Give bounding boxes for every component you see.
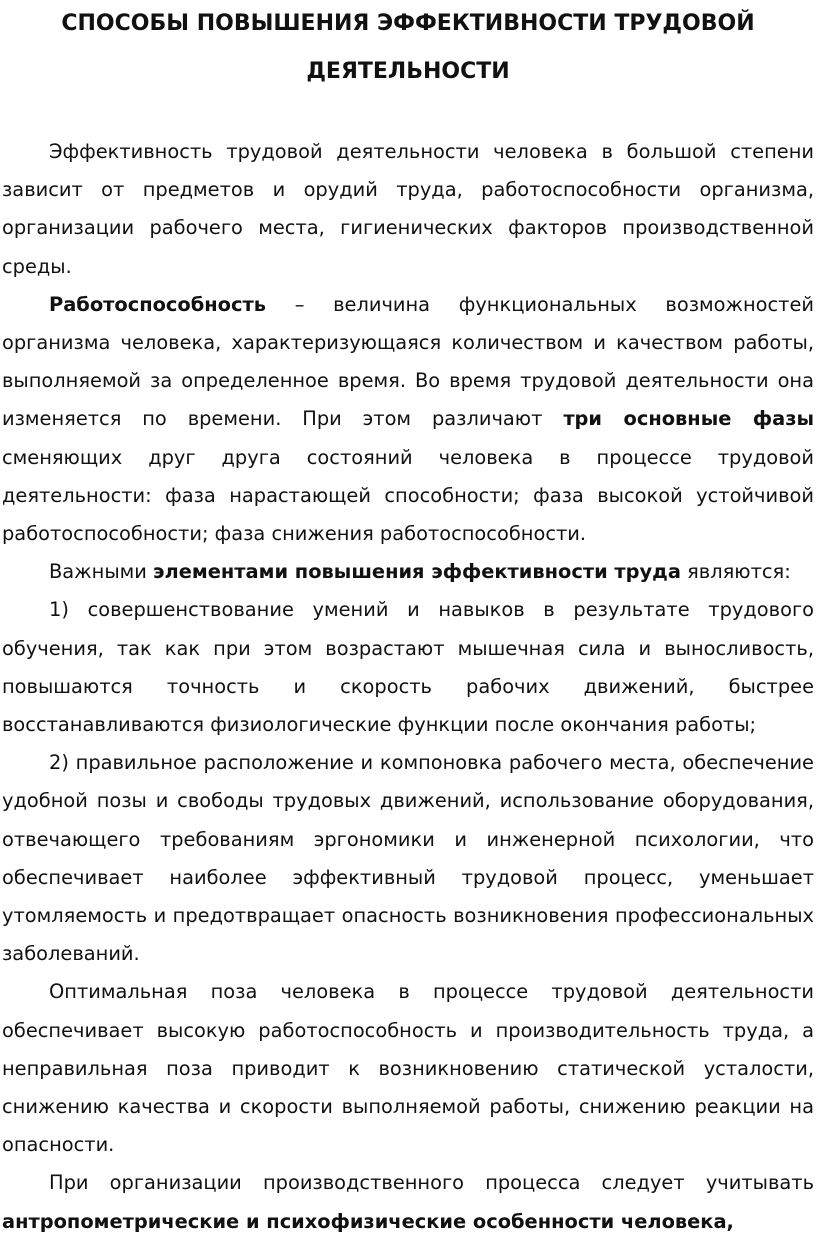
title-line-2: ДЕЯТЕЛЬНОСТИ (306, 59, 510, 84)
paragraph-organization (2, 1164, 814, 1240)
organization-lead-text: При организации производственного процесса следует учитывать (49, 1171, 814, 1195)
list-item-1-text: совершенствование умений и навыков в результате трудового обучения, так как при этом возрастают мышечная сила и выносливость, повышаются точность и скорость рабочих движений, быстрее восстанавливаются физиологические функции после окончания работы; (2, 598, 814, 737)
elements-lead-text: Важными (49, 560, 154, 584)
work-capacity-definition: – величина функциональных возможностей организма человека, характеризующаяся количеством и качеством работы, выполняемой за определенное время. Во время трудовой деятельности она изменяется по времени. При этом различают (2, 292, 814, 431)
paragraph-elements-lead (2, 553, 814, 591)
phases-description: сменяющих друг друга состояний человека в процессе трудовой деятельности: фаза нарастающей способности; фаза высокой устойчивой работоспособности; фаза снижения работоспособности. (2, 445, 814, 546)
title-line-1: СПОСОБЫ ПОВЫШЕНИЯ ЭФФЕКТИВНОСТИ ТРУДОВОЙ (61, 11, 755, 36)
paragraph-posture: Оптимальная поза человека в процессе трудовой деятельности обеспечивает высокую работоспособность и производительность труда, а неправильная поза приводит к возникновению статической усталости, снижению качества и скорости выполняемой работы, снижению реакции на опасности. (2, 980, 814, 1157)
elements-tail-text: являются: (680, 560, 791, 584)
paragraph-work-capacity (2, 286, 814, 553)
document-title (2, 0, 814, 96)
paragraph-intro: Эффективность трудовой деятельности человека в большой степени зависит от предметов и орудий труда, работоспособности организма, организации рабочего места, гигиенических факторов производственной среды. (2, 140, 814, 278)
list-item-2-text: правильное расположение и компоновка рабочего места, обеспечение удобной позы и свободы трудовых движений, использование оборудования, отвечающего требованиям эргономики и инженерной психологии, что обеспечивает наиболее эффективный трудовой процесс, уменьшает утомляемость и предотвращает опасность возникновения профессиональных заболеваний. (2, 751, 814, 966)
term-work-capacity: Работоспособность (49, 292, 266, 316)
list-item-2 (2, 744, 814, 973)
elements-bold-phrase: элементами повышения эффективности труда (153, 560, 681, 584)
anthropometric-phrase: антропометрические и психофизические особенности человека, (2, 1209, 734, 1233)
list-item-2-number: 2) (49, 751, 69, 775)
list-item-1-number: 1) (49, 598, 69, 622)
three-phases-phrase: три основные фазы (563, 407, 814, 431)
list-item-1 (2, 591, 814, 744)
